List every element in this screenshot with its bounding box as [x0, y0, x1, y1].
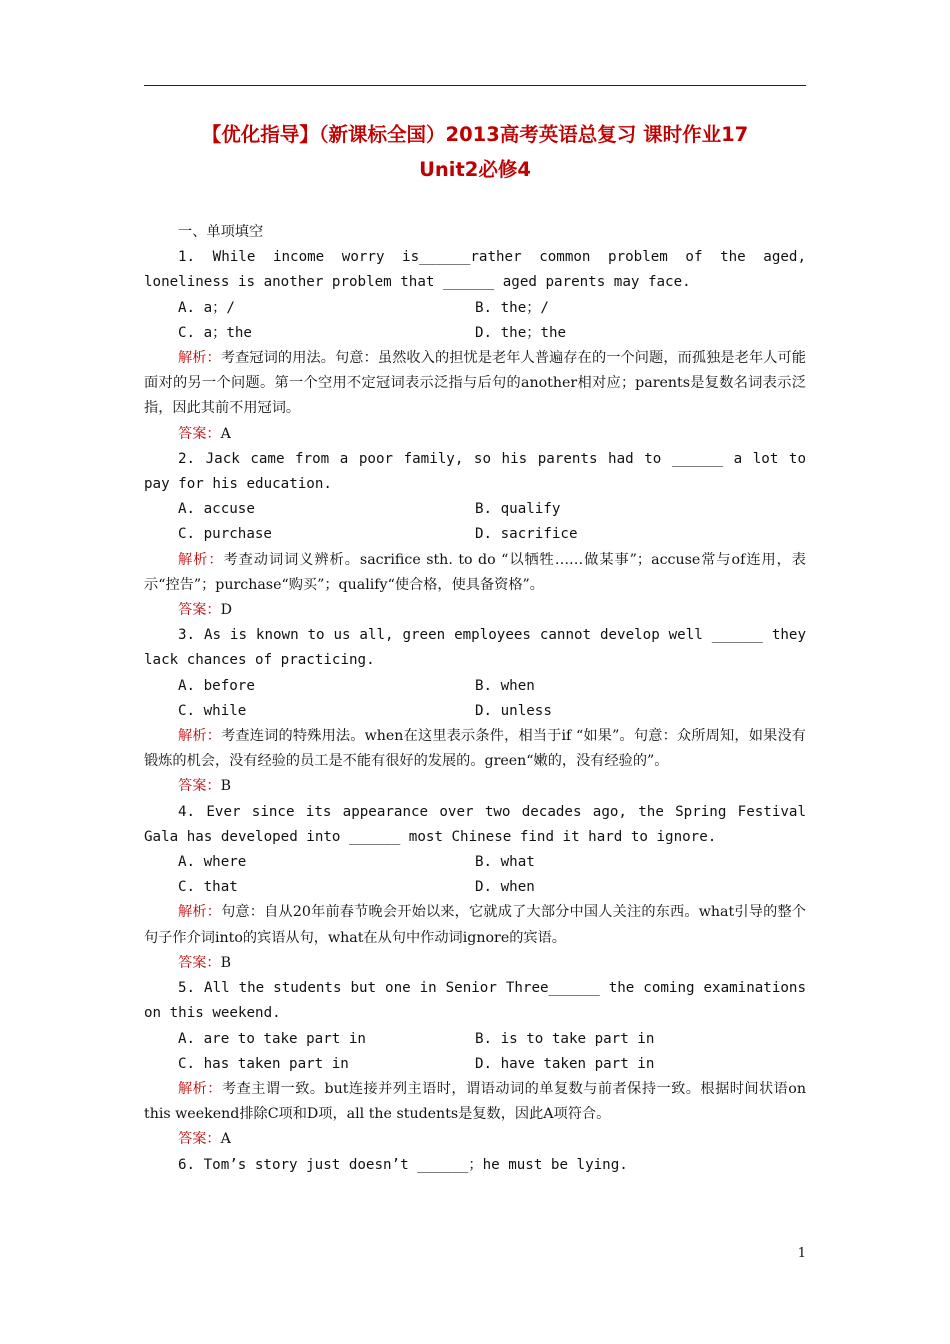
option: C. has taken part in	[178, 1055, 349, 1072]
analysis	[144, 724, 806, 774]
answer	[144, 422, 806, 447]
answer-label: 答案：	[178, 778, 221, 795]
analysis	[144, 1077, 806, 1127]
option: C. that	[178, 879, 238, 896]
option: C. purchase	[178, 526, 272, 543]
answer-label: 答案：	[178, 602, 221, 619]
option: A. before	[178, 677, 255, 694]
option: D. have taken part in	[475, 1055, 655, 1072]
answer-label: 答案：	[178, 1131, 221, 1148]
option: B. when	[475, 677, 535, 694]
option: A. where	[178, 854, 247, 871]
question-stem: 3. As is known to us all, green employees cannot develop well ______ they lack chances of practicing.	[144, 627, 806, 669]
option: B. the；/	[475, 299, 549, 316]
analysis-text: 句意：自从20年前春节晚会开始以来，它就成了大部分中国人关注的东西。what引导的整个句子作介词into的宾语从句，what在从句中作动词ignore的宾语。	[144, 904, 806, 946]
answer-label: 答案：	[178, 425, 221, 442]
options-row	[144, 1052, 806, 1077]
option: B. qualify	[475, 501, 561, 518]
option: D. the；the	[475, 324, 567, 341]
answer-value: D	[220, 602, 232, 619]
answer	[144, 774, 806, 799]
answer-value: B	[220, 778, 232, 795]
analysis	[144, 900, 806, 950]
question-stem: 6. Tom’s story just doesn’t ______；he must be lying.	[178, 1156, 628, 1173]
options-row	[144, 1027, 806, 1052]
options-row	[144, 497, 806, 522]
option: C. a；the	[178, 324, 252, 341]
option: C. while	[178, 702, 247, 719]
page-number: 1	[797, 1246, 806, 1261]
answer-value: B	[220, 954, 232, 971]
analysis	[144, 346, 806, 422]
question-stem: 1. While income worry is______rather common problem of the aged, loneliness is another problem that ______ aged parents may face.	[144, 249, 806, 291]
options-row	[144, 296, 806, 321]
analysis-label: 解析：	[178, 350, 221, 367]
question-stem: 2. Jack came from a poor family, so his parents had to ______ a lot to pay for his education.	[144, 450, 806, 493]
option: A. accuse	[178, 501, 255, 518]
options-row	[144, 875, 806, 900]
answer-label: 答案：	[178, 954, 221, 971]
answer	[144, 1127, 806, 1152]
analysis-label: 解析：	[178, 551, 224, 568]
options-row	[144, 522, 806, 547]
option: D. when	[475, 879, 535, 896]
analysis-text: 考查冠词的用法。句意：虽然收入的担忧是老年人普遍存在的一个问题，而孤独是老年人可能面对的另一个问题。第一个空用不定冠词表示泛指与后句的another相对应；parents是复数名词表示泛指，因此其前不用冠词。	[144, 350, 806, 417]
option: B. what	[475, 854, 535, 871]
options-row	[144, 321, 806, 346]
answer	[144, 598, 806, 623]
answer-value: A	[220, 1131, 231, 1148]
answer	[144, 951, 806, 976]
answer-value: A	[220, 425, 231, 442]
option: D. unless	[475, 702, 552, 719]
header-rule	[144, 85, 806, 86]
options-row	[144, 850, 806, 875]
options-row	[144, 699, 806, 724]
option: D. sacrifice	[475, 526, 578, 543]
analysis-text: 考查连词的特殊用法。when在这里表示条件，相当于if “如果”。句意：众所周知，如果没有锻炼的机会，没有经验的员工是不能有很好的发展的。green“嫩的，没有经验的”。	[144, 728, 806, 770]
option: B. is to take part in	[475, 1030, 655, 1047]
analysis	[144, 548, 806, 598]
section-heading: 一、单项填空	[178, 224, 264, 240]
document-title-line1: 【优化指导】（新课标全国）2013高考英语总复习 课时作业17	[201, 123, 749, 146]
question-stem: 4. Ever since its appearance over two decades ago, the Spring Festival Gala has developed into ______ most Chinese find it hard to ignore.	[144, 803, 806, 845]
question-stem: 5. All the students but one in Senior Three______ the coming examinations on this weekend.	[144, 980, 806, 1022]
option: A. are to take part in	[178, 1030, 366, 1047]
analysis-label: 解析：	[178, 904, 222, 921]
document-body	[144, 220, 806, 1178]
analysis-text: 考查动词词义辨析。sacrifice sth. to do “以牺牲……做某事”；accuse常与of连用，表示“控告”；purchase“购买”；qualify“使合格，使具备资格”。	[144, 551, 806, 593]
option: A. a；/	[178, 299, 235, 316]
analysis-label: 解析：	[178, 1080, 222, 1097]
document-title-line2: Unit2必修4	[419, 158, 531, 181]
analysis-label: 解析：	[178, 728, 222, 745]
options-row	[144, 674, 806, 699]
analysis-text: 考查主谓一致。but连接并列主语时，谓语动词的单复数与前者保持一致。根据时间状语on this weekend排除C项和D项，all the students是复数，因此A项符合。	[144, 1080, 806, 1123]
